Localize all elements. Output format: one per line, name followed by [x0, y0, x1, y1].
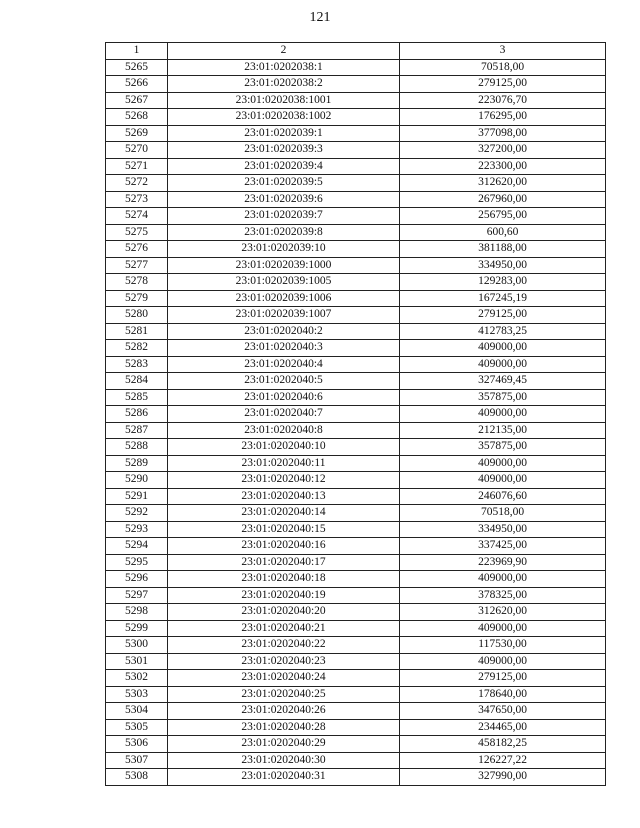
table-row	[106, 406, 606, 423]
value-cell: 409000,00	[400, 455, 606, 472]
cadastral-number-cell: 23:01:0202038:1	[168, 59, 400, 76]
value-cell: 279125,00	[400, 76, 606, 93]
cadastral-number-cell: 23:01:0202040:20	[168, 604, 400, 621]
cadastral-number-cell: 23:01:0202040:17	[168, 554, 400, 571]
value-cell: 267960,00	[400, 191, 606, 208]
row-number-cell: 5280	[106, 307, 168, 324]
value-cell: 327200,00	[400, 142, 606, 159]
table-row	[106, 439, 606, 456]
value-cell: 176295,00	[400, 109, 606, 126]
table-row	[106, 571, 606, 588]
row-number-cell: 5265	[106, 59, 168, 76]
cadastral-number-cell: 23:01:0202040:15	[168, 521, 400, 538]
row-number-cell: 5276	[106, 241, 168, 258]
cadastral-number-cell: 23:01:0202039:1007	[168, 307, 400, 324]
cadastral-number-cell: 23:01:0202040:6	[168, 389, 400, 406]
value-cell: 409000,00	[400, 356, 606, 373]
table-row	[106, 703, 606, 720]
table-row	[106, 736, 606, 753]
row-number-cell: 5300	[106, 637, 168, 654]
cadastral-number-cell: 23:01:0202040:31	[168, 769, 400, 786]
row-number-cell: 5305	[106, 719, 168, 736]
row-number-cell: 5285	[106, 389, 168, 406]
cadastral-number-cell: 23:01:0202038:2	[168, 76, 400, 93]
table-row	[106, 109, 606, 126]
row-number-cell: 5288	[106, 439, 168, 456]
row-number-cell: 5267	[106, 92, 168, 109]
cadastral-number-cell: 23:01:0202040:8	[168, 422, 400, 439]
table-row	[106, 241, 606, 258]
value-cell: 279125,00	[400, 670, 606, 687]
cadastral-number-cell: 23:01:0202038:1002	[168, 109, 400, 126]
cadastral-number-cell: 23:01:0202039:3	[168, 142, 400, 159]
table-row	[106, 142, 606, 159]
cadastral-number-cell: 23:01:0202039:8	[168, 224, 400, 241]
cadastral-number-cell: 23:01:0202040:10	[168, 439, 400, 456]
row-number-cell: 5290	[106, 472, 168, 489]
table-body	[106, 59, 606, 785]
row-number-cell: 5272	[106, 175, 168, 192]
cadastral-number-cell: 23:01:0202039:1	[168, 125, 400, 142]
value-cell: 357875,00	[400, 389, 606, 406]
value-cell: 381188,00	[400, 241, 606, 258]
row-number-cell: 5283	[106, 356, 168, 373]
table-row	[106, 587, 606, 604]
row-number-cell: 5275	[106, 224, 168, 241]
table-row	[106, 340, 606, 357]
value-cell: 600,60	[400, 224, 606, 241]
value-cell: 167245,19	[400, 290, 606, 307]
page-number: 121	[309, 10, 331, 25]
cadastral-number-cell: 23:01:0202039:6	[168, 191, 400, 208]
row-number-cell: 5279	[106, 290, 168, 307]
row-number-cell: 5278	[106, 274, 168, 291]
value-cell: 412783,25	[400, 323, 606, 340]
value-cell: 409000,00	[400, 472, 606, 489]
cadastral-number-cell: 23:01:0202040:13	[168, 488, 400, 505]
cadastral-number-cell: 23:01:0202040:26	[168, 703, 400, 720]
row-number-cell: 5273	[106, 191, 168, 208]
cadastral-number-cell: 23:01:0202040:24	[168, 670, 400, 687]
cadastral-number-cell: 23:01:0202038:1001	[168, 92, 400, 109]
row-number-cell: 5307	[106, 752, 168, 769]
cadastral-number-cell: 23:01:0202039:1005	[168, 274, 400, 291]
table-row	[106, 257, 606, 274]
row-number-cell: 5289	[106, 455, 168, 472]
cadastral-number-cell: 23:01:0202040:25	[168, 686, 400, 703]
row-number-cell: 5291	[106, 488, 168, 505]
table-row	[106, 538, 606, 555]
cadastral-number-cell: 23:01:0202040:18	[168, 571, 400, 588]
cadastral-number-cell: 23:01:0202040:4	[168, 356, 400, 373]
row-number-cell: 5268	[106, 109, 168, 126]
value-cell: 334950,00	[400, 257, 606, 274]
value-cell: 357875,00	[400, 439, 606, 456]
value-cell: 223076,70	[400, 92, 606, 109]
cadastral-number-cell: 23:01:0202040:28	[168, 719, 400, 736]
value-cell: 279125,00	[400, 307, 606, 324]
value-cell: 337425,00	[400, 538, 606, 555]
cadastral-number-cell: 23:01:0202040:30	[168, 752, 400, 769]
table-row	[106, 719, 606, 736]
value-cell: 178640,00	[400, 686, 606, 703]
row-number-cell: 5306	[106, 736, 168, 753]
column-header-2: 2	[168, 43, 400, 60]
table-row	[106, 455, 606, 472]
row-number-cell: 5293	[106, 521, 168, 538]
table-row	[106, 769, 606, 786]
cadastral-number-cell: 23:01:0202040:19	[168, 587, 400, 604]
column-header-3: 3	[400, 43, 606, 60]
table-row	[106, 125, 606, 142]
table-row	[106, 604, 606, 621]
table-row	[106, 224, 606, 241]
value-cell: 327469,45	[400, 373, 606, 390]
row-number-cell: 5269	[106, 125, 168, 142]
value-cell: 117530,00	[400, 637, 606, 654]
table-row	[106, 373, 606, 390]
table-row	[106, 505, 606, 522]
value-cell: 377098,00	[400, 125, 606, 142]
table-row	[106, 323, 606, 340]
row-number-cell: 5292	[106, 505, 168, 522]
row-number-cell: 5287	[106, 422, 168, 439]
cadastral-number-cell: 23:01:0202040:5	[168, 373, 400, 390]
table-row	[106, 488, 606, 505]
table-row	[106, 274, 606, 291]
value-cell: 126227,22	[400, 752, 606, 769]
table-row	[106, 208, 606, 225]
cadastral-number-cell: 23:01:0202040:29	[168, 736, 400, 753]
value-cell: 70518,00	[400, 59, 606, 76]
table-row	[106, 752, 606, 769]
cadastral-number-cell: 23:01:0202039:7	[168, 208, 400, 225]
cadastral-number-cell: 23:01:0202040:12	[168, 472, 400, 489]
row-number-cell: 5304	[106, 703, 168, 720]
cadastral-number-cell: 23:01:0202040:21	[168, 620, 400, 637]
row-number-cell: 5286	[106, 406, 168, 423]
row-number-cell: 5270	[106, 142, 168, 159]
table-row	[106, 76, 606, 93]
row-number-cell: 5296	[106, 571, 168, 588]
table-header	[106, 43, 606, 60]
row-number-cell: 5308	[106, 769, 168, 786]
row-number-cell: 5303	[106, 686, 168, 703]
table-row	[106, 191, 606, 208]
value-cell: 458182,25	[400, 736, 606, 753]
cadastral-number-cell: 23:01:0202040:3	[168, 340, 400, 357]
value-cell: 327990,00	[400, 769, 606, 786]
table-row	[106, 670, 606, 687]
row-number-cell: 5282	[106, 340, 168, 357]
row-number-cell: 5297	[106, 587, 168, 604]
table-row	[106, 686, 606, 703]
cadastral-value-table	[105, 42, 606, 786]
table-row	[106, 158, 606, 175]
cadastral-number-cell: 23:01:0202039:10	[168, 241, 400, 258]
table-row	[106, 620, 606, 637]
table-row	[106, 290, 606, 307]
table-row	[106, 307, 606, 324]
cadastral-number-cell: 23:01:0202040:23	[168, 653, 400, 670]
cadastral-number-cell: 23:01:0202039:4	[168, 158, 400, 175]
value-cell: 246076,60	[400, 488, 606, 505]
table-row	[106, 472, 606, 489]
value-cell: 347650,00	[400, 703, 606, 720]
value-cell: 129283,00	[400, 274, 606, 291]
row-number-cell: 5302	[106, 670, 168, 687]
value-cell: 256795,00	[400, 208, 606, 225]
value-cell: 409000,00	[400, 620, 606, 637]
table-row	[106, 521, 606, 538]
value-cell: 334950,00	[400, 521, 606, 538]
table-row	[106, 356, 606, 373]
row-number-cell: 5277	[106, 257, 168, 274]
cadastral-number-cell: 23:01:0202040:22	[168, 637, 400, 654]
row-number-cell: 5299	[106, 620, 168, 637]
row-number-cell: 5301	[106, 653, 168, 670]
row-number-cell: 5274	[106, 208, 168, 225]
value-cell: 223300,00	[400, 158, 606, 175]
value-cell: 312620,00	[400, 175, 606, 192]
row-number-cell: 5295	[106, 554, 168, 571]
row-number-cell: 5294	[106, 538, 168, 555]
value-cell: 378325,00	[400, 587, 606, 604]
table-row	[106, 59, 606, 76]
cadastral-number-cell: 23:01:0202040:11	[168, 455, 400, 472]
row-number-cell: 5271	[106, 158, 168, 175]
cadastral-number-cell: 23:01:0202040:7	[168, 406, 400, 423]
value-cell: 409000,00	[400, 340, 606, 357]
cadastral-number-cell: 23:01:0202040:14	[168, 505, 400, 522]
row-number-cell: 5284	[106, 373, 168, 390]
row-number-cell: 5266	[106, 76, 168, 93]
table-row	[106, 389, 606, 406]
value-cell: 234465,00	[400, 719, 606, 736]
cadastral-number-cell: 23:01:0202039:5	[168, 175, 400, 192]
column-header-1: 1	[106, 43, 168, 60]
table-row	[106, 653, 606, 670]
table-row	[106, 175, 606, 192]
cadastral-number-cell: 23:01:0202040:2	[168, 323, 400, 340]
value-cell: 409000,00	[400, 653, 606, 670]
row-number-cell: 5298	[106, 604, 168, 621]
table-row	[106, 92, 606, 109]
row-number-cell: 5281	[106, 323, 168, 340]
value-cell: 70518,00	[400, 505, 606, 522]
cadastral-number-cell: 23:01:0202039:1000	[168, 257, 400, 274]
value-cell: 223969,90	[400, 554, 606, 571]
cadastral-number-cell: 23:01:0202039:1006	[168, 290, 400, 307]
value-cell: 212135,00	[400, 422, 606, 439]
table-row	[106, 637, 606, 654]
value-cell: 409000,00	[400, 406, 606, 423]
table-row	[106, 422, 606, 439]
value-cell: 409000,00	[400, 571, 606, 588]
cadastral-number-cell: 23:01:0202040:16	[168, 538, 400, 555]
table-row	[106, 554, 606, 571]
header-row	[106, 43, 606, 60]
value-cell: 312620,00	[400, 604, 606, 621]
